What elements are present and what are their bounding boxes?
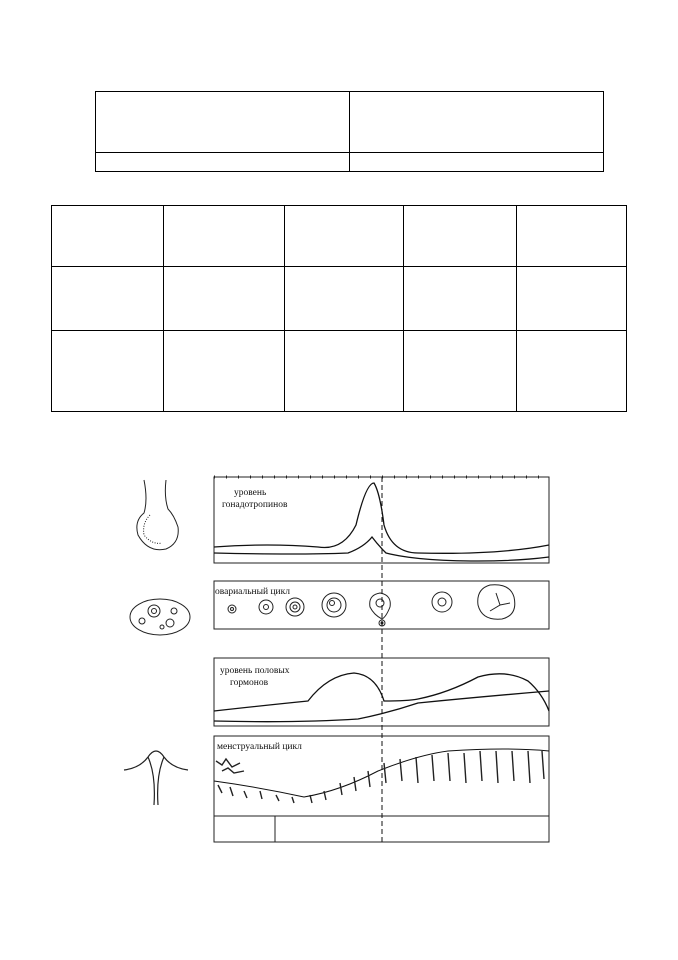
table-cell xyxy=(404,206,517,267)
sex-hormone-panel xyxy=(214,658,549,726)
pituitary-gland-icon xyxy=(137,480,178,550)
menstrual-label: менструальный цикл xyxy=(217,742,302,752)
menstrual-cycle-figure xyxy=(118,465,563,855)
table-cell xyxy=(96,92,350,153)
sex-hormone-label-2: гормонов xyxy=(230,678,269,688)
table-cell xyxy=(517,331,627,412)
table-cell xyxy=(52,331,164,412)
table-cell xyxy=(517,267,627,331)
table-cell xyxy=(163,267,284,331)
table-cell xyxy=(284,206,404,267)
gonadotropin-label-2: гонадотропинов xyxy=(222,500,288,510)
table-cell xyxy=(284,267,404,331)
table-cell xyxy=(52,267,164,331)
table-cell xyxy=(284,331,404,412)
gonadotropin-label-1: уровень xyxy=(234,488,267,498)
ovarian-label: овариальный цикл xyxy=(215,587,290,597)
table-cell xyxy=(52,206,164,267)
ovary-icon xyxy=(130,599,190,635)
table-cell xyxy=(350,92,604,153)
table-cell xyxy=(163,331,284,412)
sex-hormone-label-1: уровень половых xyxy=(220,666,290,676)
table-cell xyxy=(350,153,604,172)
table-cell xyxy=(404,267,517,331)
main-blank-table xyxy=(51,205,627,412)
table-cell xyxy=(96,153,350,172)
table-cell xyxy=(163,206,284,267)
table-cell xyxy=(517,206,627,267)
top-blank-table xyxy=(95,91,604,172)
table-cell xyxy=(404,331,517,412)
uterus-icon xyxy=(124,751,188,805)
